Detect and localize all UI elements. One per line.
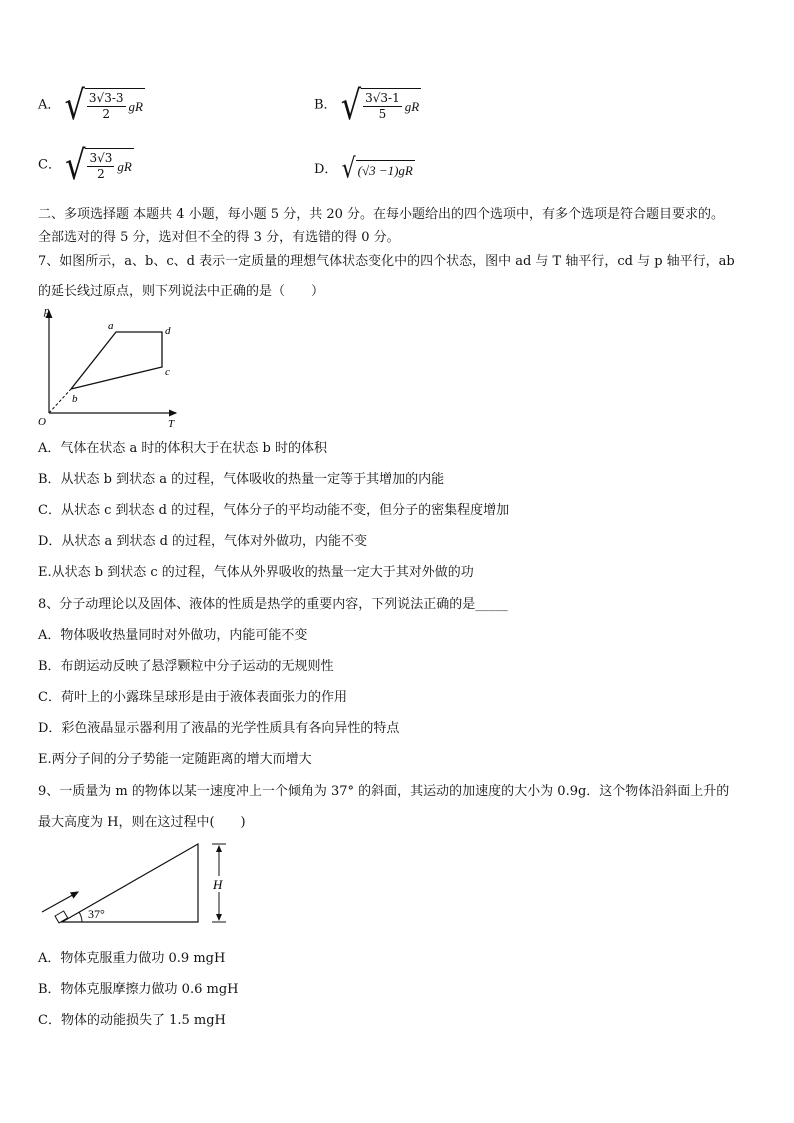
q9-stem-line-2: 最大高度为 H，则在这过程中( ) — [38, 815, 246, 830]
axis-label-t: T — [168, 418, 175, 430]
option-label: D． — [314, 162, 338, 177]
section-heading-line-2: 全部选对的得 5 分，选对但不全的得 3 分，有选错的得 0 分。 — [38, 230, 400, 245]
sqrt-expression: √ $\frac{3√3-1}{5}$ gR — [340, 81, 420, 129]
angle-label: 37° — [88, 907, 105, 921]
q7-option-c: C．从状态 c 到状态 d 的过程，气体分子的平均动能不变，但分子的密集程度增加 — [38, 503, 510, 518]
q9-option-b: B．物体克服摩擦力做功 0.6 mgH — [38, 982, 239, 997]
angle-arc — [79, 912, 82, 922]
point-label-c: c — [165, 366, 170, 378]
q7-pt-diagram — [38, 305, 188, 430]
option-label: A． — [38, 97, 61, 113]
point-label-b: b — [72, 393, 78, 405]
q7-option-d: D．从状态 a 到状态 d 的过程，气体对外做功，内能不变 — [38, 534, 368, 549]
q6-option-a — [38, 81, 145, 129]
fraction-numerator: 3√3 — [89, 151, 113, 165]
cycle-path — [71, 332, 162, 389]
fraction-denominator: 2 — [97, 167, 105, 181]
q8-option-a: A．物体吸收热量同时对外做功，内能可能不变 — [38, 628, 308, 643]
q6-option-c — [38, 141, 134, 189]
origin-label: O — [38, 416, 46, 428]
expression-tail: gR — [128, 98, 143, 114]
q8-option-b: B．布朗运动反映了悬浮颗粒中分子运动的无规则性 — [38, 659, 334, 674]
section-heading-line-1: 二、多项选择题 本题共 4 小题，每小题 5 分，共 20 分。在每小题给出的四个选项中，有多个选项是符合题目要求的。 — [38, 207, 725, 222]
q9-option-c: C．物体的动能损失了 1.5 mgH — [38, 1013, 226, 1028]
q8-option-e: E.两分子间的分子势能一定随距离的增大而增大 — [38, 752, 312, 767]
q9-option-a: A．物体克服重力做功 0.9 mgH — [38, 951, 226, 966]
motion-arrow — [42, 892, 78, 912]
expression-tail: gR — [117, 158, 132, 174]
incline-triangle — [62, 844, 198, 922]
point-label-d: d — [165, 325, 171, 337]
expression-body: (√3 −1)gR — [356, 160, 415, 179]
q9-incline-diagram — [38, 838, 238, 930]
point-label-a: a — [108, 320, 114, 332]
q7-option-b: B．从状态 b 到状态 a 的过程，气体吸收的热量一定等于其增加的内能 — [38, 472, 445, 487]
expression-tail: gR — [404, 98, 420, 114]
q7-option-e: E.从状态 b 到状态 c 的过程，气体从外界吸收的热量一定大于其对外做的功 — [38, 565, 474, 580]
sqrt-expression: √ (√3 −1)gR — [341, 153, 413, 185]
fraction-denominator: 2 — [102, 107, 111, 121]
axis-label-p: p — [44, 305, 50, 317]
q6-option-d — [314, 153, 415, 185]
origin-extension — [49, 389, 71, 413]
height-label: H — [213, 877, 223, 892]
fraction-denominator: 5 — [378, 107, 387, 121]
option-label: C． — [38, 157, 61, 173]
q7-option-a: A．气体在状态 a 时的体积大于在状态 b 时的体积 — [38, 441, 327, 456]
sqrt-expression: √ $\frac{3√3}{2}$ gR — [65, 141, 132, 189]
fraction-numerator: 3√3-1 — [365, 91, 400, 105]
q7-stem-line-1: 7、如图所示，a、b、c、d 表示一定质量的理想气体状态变化中的四个状态，图中 ad 与 T 轴平行，cd 与 p 轴平行，ab — [38, 254, 735, 269]
q8-stem: 8、分子动理论以及固体、液体的性质是热学的重要内容，下列说法正确的是_____ — [38, 597, 508, 612]
block — [55, 911, 68, 923]
option-label: B． — [314, 97, 337, 113]
fraction-numerator: 3√3-3 — [88, 91, 124, 105]
q7-stem-line-2: 的延长线过原点，则下列说法中正确的是（ ） — [38, 284, 325, 299]
sqrt-expression: √ $\frac{3√3-3}{2}$ gR — [64, 81, 143, 129]
q9-stem-line-1: 9、一质量为 m 的物体以某一速度冲上一个倾角为 37° 的斜面，其运动的加速度的大小为 0.9g．这个物体沿斜面上升的 — [38, 784, 730, 799]
q8-option-d: D．彩色液晶显示器利用了液晶的光学性质具有各向异性的特点 — [38, 721, 400, 736]
q8-option-c: C．荷叶上的小露珠呈球形是由于液体表面张力的作用 — [38, 690, 347, 705]
q6-option-b — [314, 81, 421, 129]
